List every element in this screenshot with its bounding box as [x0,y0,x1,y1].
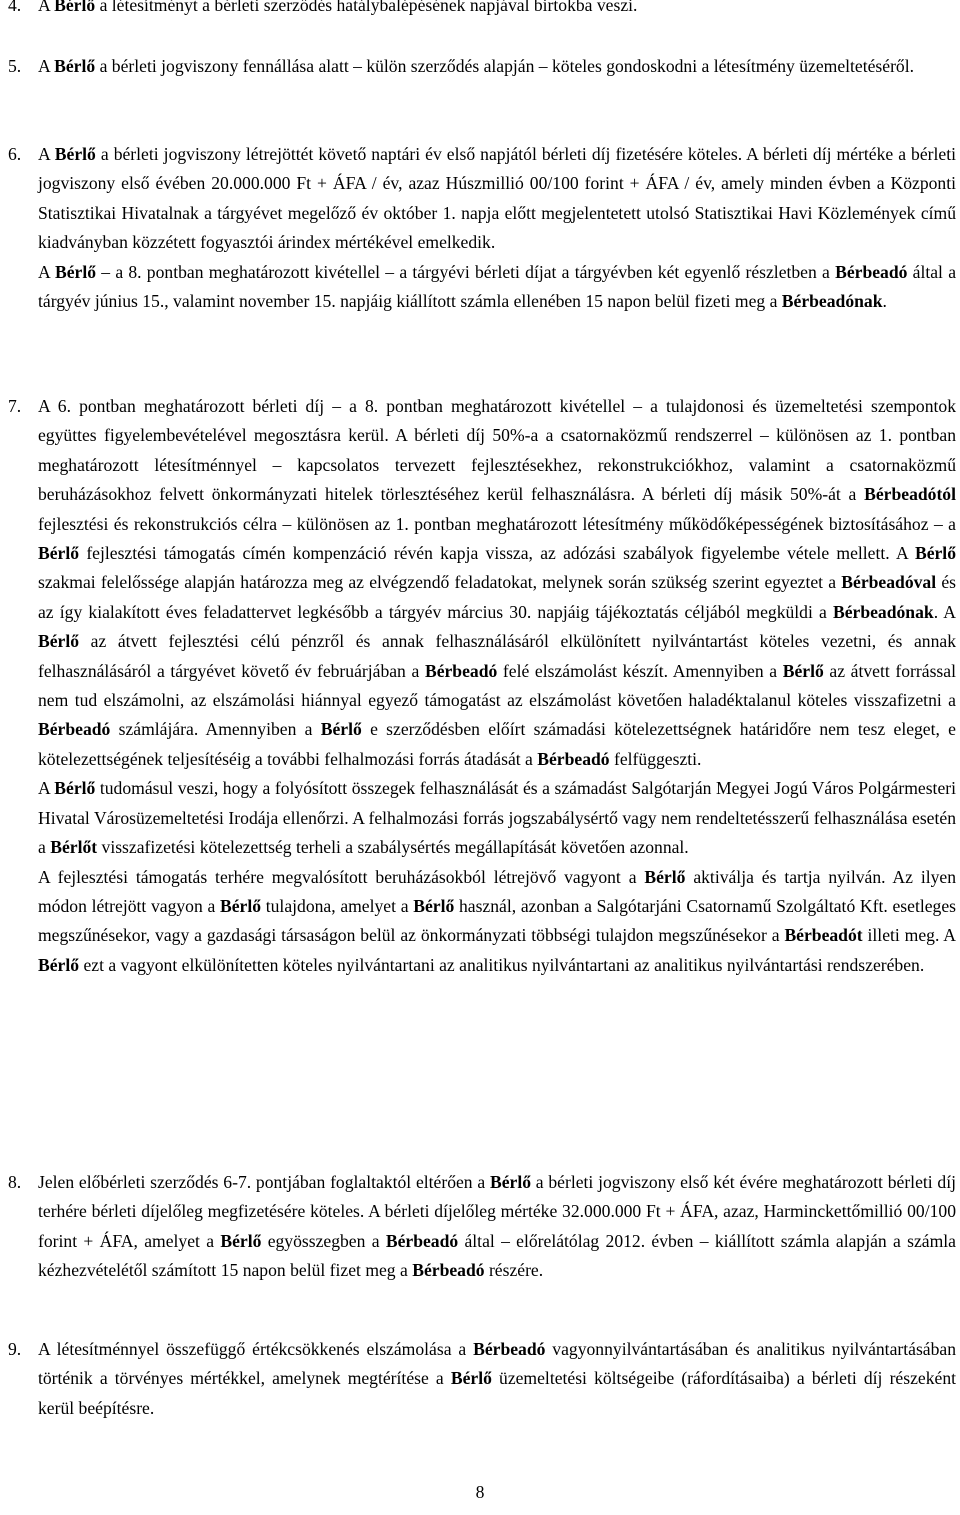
bold-term: Bérlő [38,631,80,652]
paragraph [38,774,956,862]
bold-term: Bérbeadó [38,719,111,740]
text-run: – a 8. pontban meghatározott kivétellel – a tárgyévi bérleti díjat a tárgyévben két egyenlő részletben a [96,261,836,282]
item-text [38,140,956,316]
text-run: A [38,56,55,76]
text-run: egyösszegben a [261,1230,386,1251]
bold-term: Bérlő [320,719,362,740]
text-run: szakmai felelőssége alapján határozza meg az elvégzendő feladatokat, melynek során szükség szerint egyeztet a [38,572,842,593]
list-item-8 [8,1168,956,1286]
bold-term: Bérlő [782,660,824,681]
bold-term: Bérbeadó [537,748,610,769]
text-run: számlájára. Amennyiben a [110,719,321,740]
text-run: fejlesztési támogatás címén kompenzáció révén kapja vissza, az adózási szabályok figyelembe vétele mellett. A [79,543,915,564]
text-run: vagyonnyilvántartásában és analitikus nyilvántartásában történik a törvényes mértékkel, amelynek megtérítése a [38,1339,956,1389]
item-text [38,392,956,980]
text-run: által – előrelátólag 2012. évben – kiállított számla alapján a számla kézhezvételétől számított 15 napon belül fizet meg a [38,1230,956,1281]
text-run: A [38,261,55,282]
text-run: a bérleti jogviszony fennállása alatt – külön szerződés alapján – köteles gondoskodni a létesítmény üzemeltetéséről. [95,56,915,76]
text-run: tulajdona, amelyet a [261,895,414,916]
bold-term: Bérlő [450,1368,492,1389]
text-run: A létesítménnyel összefüggő értékcsökkenés elszámolása a [38,1339,474,1359]
bold-term: Bérbeadó [385,1230,459,1251]
text-run: A 6. pontban meghatározott bérleti díj – a 8. pontban meghatározott kivétellel – a tulajdonosi és üzemeltetési szempontok együttes figyelembevételével megosztásra kerül. A bérleti díj 50%-a a csatornaközmű rendszerrel – különösen az 1. pontban meghatározott létesítménnyel – kapcsolatos tervezett fejlesztésekhez, rekonstrukciókhoz, valamint a csatornaközmű beruházásokhoz felvett önkormányzati hitelek törlesztéséhez kerül felhasználásra. A bérleti díj másik 50%-át a [38,396,956,505]
bold-term: Bérbeadóval [841,572,937,593]
text-run: visszafizetési kötelezettség terheli a szabálysértés megállapítását követően azonnal. [97,837,689,858]
item-number: 4. [8,0,22,15]
bold-term: Bérbeadó [473,1339,546,1359]
item-number: 7. [8,396,22,416]
text-run: aktiválja és tartja nyilván. Az ilyen módon létrejött vagyon a [38,866,956,916]
text-run: . A [933,601,956,622]
text-run: részére. [484,1260,544,1281]
list-item-9 [8,1335,956,1423]
text-run: felfüggeszti. [609,748,702,769]
item-text [38,0,956,20]
bold-term: Bérlő [54,778,96,799]
text-run: A [38,0,55,15]
bold-term: Bérlő [220,1230,262,1251]
bold-term: Bérlő [54,0,96,15]
paragraph [38,140,956,258]
item-text [38,52,956,81]
text-run: Jelen előbérleti szerződés 6-7. pontjában foglaltaktól eltérően a [38,1172,490,1192]
bold-term: Bérbeadótól [864,484,956,505]
page-number: 8 [475,1482,485,1502]
text-run: használ, azonban a Salgótarjáni Csatornamű Szolgáltató Kft. esetleges megszűnésekor, vagy a gazdasági társaságon belül az önkormányzati többségi tulajdon megszűnésekor a [38,895,956,946]
text-run: illeti meg. A [862,925,956,946]
bold-term: Bérlő [489,1172,532,1192]
text-run: A [38,778,55,799]
text-run: tudomásul veszi, hogy a folyósított összegek felhasználását és a számadást Salgótarján Megyei Jogú Város Polgármesteri Hivatal Városüzemeltetési Irodája ellenőrzi. A felhalmozási forrás jogszabálysértő vagy nem rendeltetésszerű felhasználása esetén a [38,778,957,858]
list-item-7 [8,392,956,980]
list-item-4 [8,0,956,20]
bold-term: Bérlőt [50,837,98,858]
bold-term: Bérlő [220,895,262,916]
text-run: és az így kialakított éves feladattervet legkésőbb a tárgyév március 30. napjáig tájékoztatás céljából megküldi a [38,572,956,622]
bold-term: Bérbeadó [835,261,908,282]
item-number: 9. [8,1339,22,1359]
bold-term: Bérlő [644,866,686,887]
text-run: e szerződésben előírt számadási kötelezettségnek határidőre nem tesz eleget, e kötelezettségének teljesítéséig a további felhalmozási forrás átadását a [38,719,956,769]
text-run: a bérleti jogviszony létrejöttét követő naptári év első napjától bérleti díj fizetésére köteles. A bérleti díj mértéke a bérleti jogviszony első évében 20.000.000 Ft + ÁFA / év, azaz Húszmillió 00/100 forint + ÁFA / év, amely minden évben a Központi Statisztikai Hivatalnak a tárgyévet megelőző év október 1. napja előtt megjelentetett utolsó Statisztikai Havi Közlemények című kiadványban közzétett fogyasztói árindex mértékével emelkedik. [38,144,956,253]
paragraph [38,258,956,317]
item-number: 5. [8,56,22,76]
text-run: fejlesztési és rekonstrukciós célra – különösen az 1. pontban meghatározott létesítmény működőképességének biztosításához – a [38,513,956,534]
item-number: 6. [8,144,22,164]
text-run: az átvett fejlesztési célú pénzről és annak felhasználásáról elkülönített nyilvántartást köteles vezetni, és annak felhasználásáról a tárgyévet követő év februárjában a [38,631,956,681]
bold-term: Bérbeadónak [832,601,934,622]
paragraph [38,863,956,981]
paragraph [38,1168,956,1286]
item-text [38,1168,956,1286]
bold-term: Bérbeadó [412,1260,485,1281]
paragraph [38,52,956,81]
text-run: üzemeltetési költségeibe (ráfordításaiba) a bérleti díj részeként kerül beépítésre. [38,1368,956,1418]
text-run: ezt a vagyont elkülönítetten köteles nyilvántartani az analitikus nyilvántartani az analitikus nyilvántartási rendszerében. [79,954,925,975]
bold-term: Bérbeadónak [781,291,883,312]
bold-term: Bérlő [38,543,80,564]
paragraph [38,1335,956,1423]
bold-term: Bérbeadót [784,925,863,946]
paragraph [38,392,956,774]
text-run: A [38,144,55,164]
text-run: az átvett forrással nem tud elszámolni, az elszámolási hiánnyal egyező támogatást az elszámolást követően haladéktalanul köteles visszafizetni a [38,660,956,711]
bold-term: Bérlő [54,144,96,164]
text-run: . [882,291,887,312]
paragraph [38,0,956,20]
bold-term: Bérlő [38,954,80,975]
text-run: a bérleti jogviszony első két évére meghatározott bérleti díj terhére bérleti díjelőleg megfizetésére köteles. A bérleti díjelőleg mértéke 32.000.000 Ft + ÁFA, azaz, Harminckettőmillió 00/100 forint + ÁFA, amelyet a [38,1172,957,1251]
bold-term: Bérbeadó [424,660,498,681]
bold-term: Bérlő [914,543,956,564]
list-item-5 [8,52,956,81]
item-number: 8. [8,1172,22,1192]
bold-term: Bérlő [54,261,97,282]
list-item-6 [8,140,956,316]
item-text [38,1335,956,1423]
text-run: A fejlesztési támogatás terhére megvalósított beruházásokból létrejövő vagyont a [38,866,645,887]
bold-term: Bérlő [54,56,96,76]
text-run: felé elszámolást készít. Amennyiben a [497,660,783,681]
text-run: által a tárgyév június 15., valamint november 15. napjáig kiállított számla ellenében 15 napon belül fizeti meg a [38,261,957,312]
text-run: a létesítményt a bérleti szerződés hatálybalépésének napjával birtokba veszi. [95,0,638,15]
bold-term: Bérlő [413,895,455,916]
